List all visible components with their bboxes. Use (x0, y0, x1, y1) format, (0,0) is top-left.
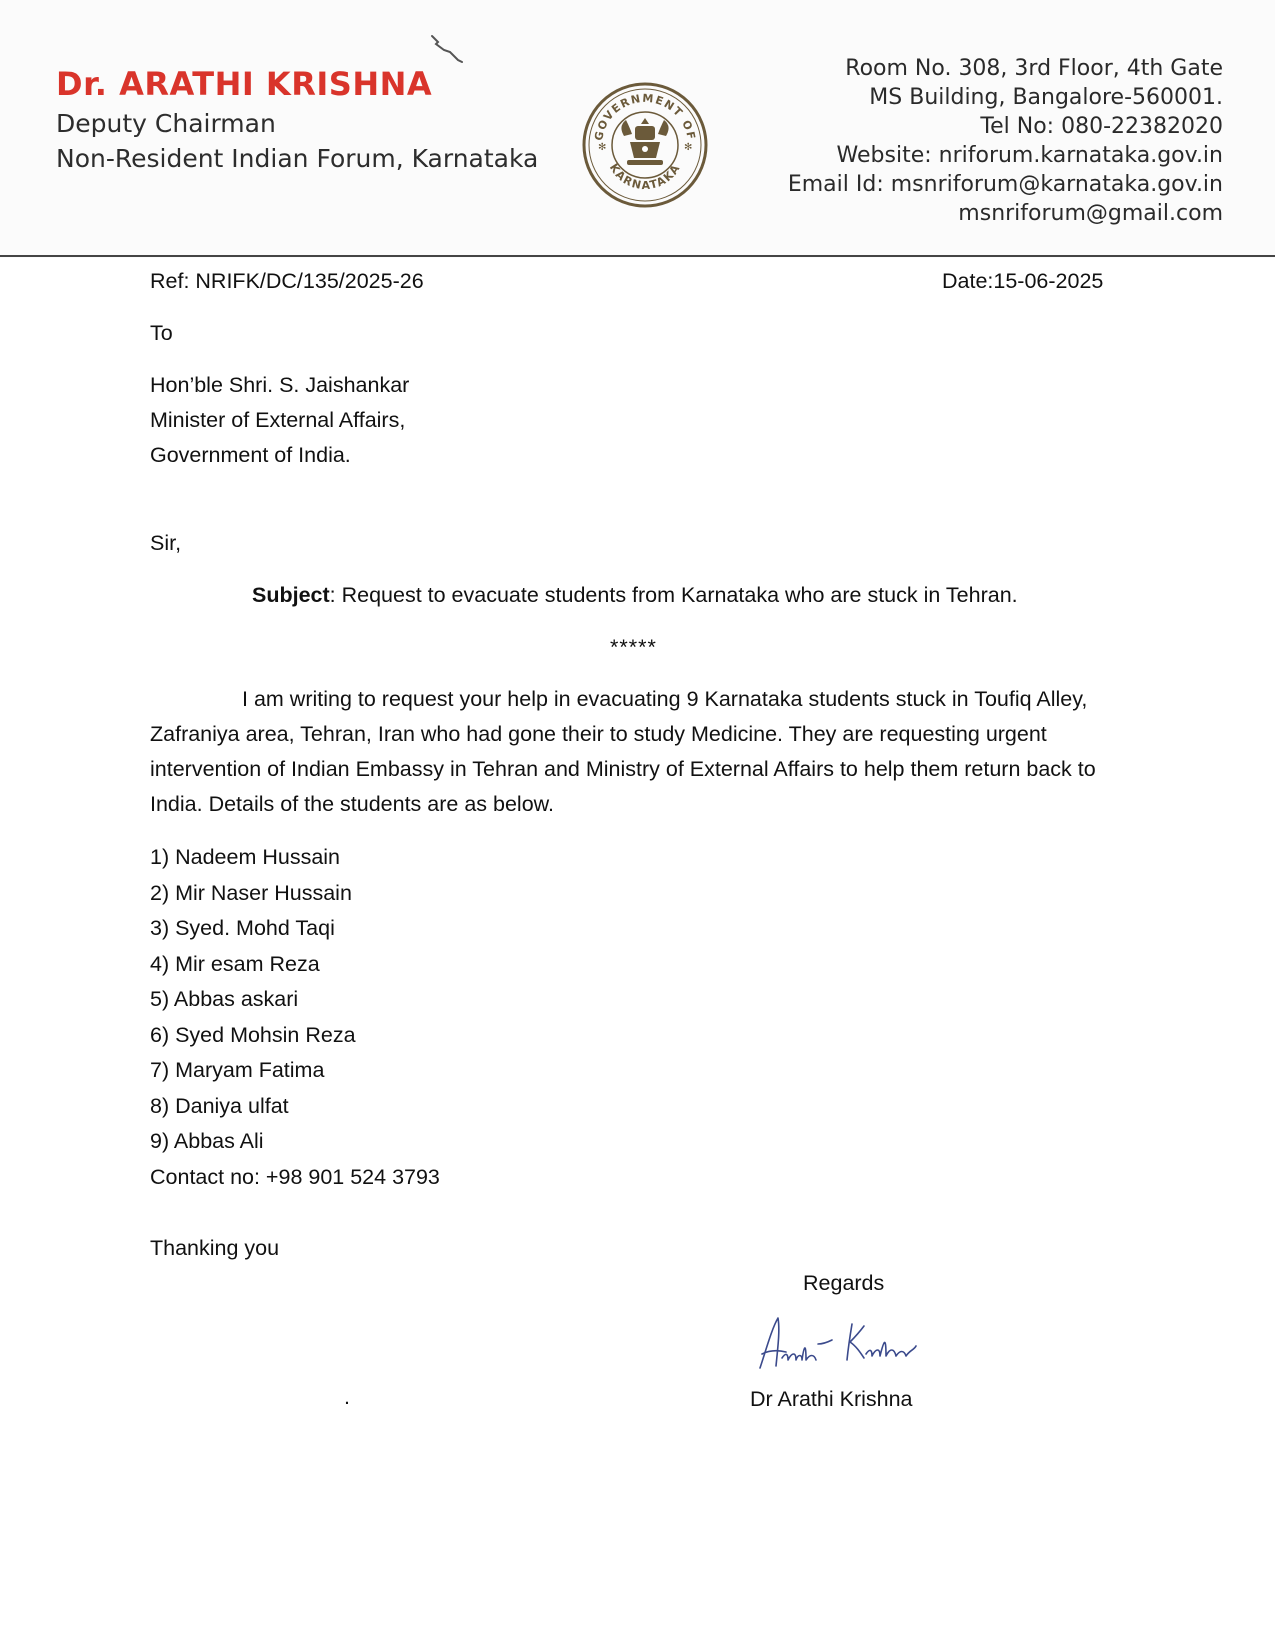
sender-name: Dr. ARATHI KRISHNA (56, 65, 433, 103)
handwritten-signature (752, 1306, 932, 1378)
separator-stars: ***** (610, 635, 657, 659)
telephone: Tel No: 080-22382020 (980, 114, 1223, 139)
svg-text:✻: ✻ (684, 142, 693, 153)
svg-text:KARNATAKA (607, 161, 683, 192)
student-list-item: 1) Nadeem Hussain (150, 845, 341, 869)
svg-text:✻: ✻ (598, 142, 607, 153)
closing-line: Thanking you (150, 1236, 280, 1260)
seal-text-bottom: KARNATAKA (606, 161, 684, 193)
letterhead-contact-block (788, 54, 1223, 228)
signer-name: Dr Arathi Krishna (750, 1387, 913, 1411)
salutation: Sir, (150, 531, 182, 555)
student-list (150, 840, 356, 1160)
addressee-line: Government of India. (150, 443, 351, 467)
contact-number: Contact no: +98 901 524 3793 (150, 1165, 440, 1189)
reference-number: Ref: NRIFK/DC/135/2025-26 (150, 269, 424, 293)
stray-dot: . (344, 1385, 350, 1409)
addressee-block (150, 368, 409, 473)
student-list-item: 6) Syed Mohsin Reza (150, 1022, 356, 1047)
government-of-karnataka-seal-icon (580, 80, 710, 210)
email-primary: Email Id: msnriforum@karnataka.gov.in (787, 172, 1223, 197)
student-list-item: 4) Mir esam Reza (150, 951, 320, 976)
letterhead (0, 0, 1275, 258)
body-paragraph: I am writing to request your help in evacuating 9 Karnataka students stuck in Toufiq Alley, Zafraniya area, Tehran, Iran who had gone their to study Medicine. They are requesting urgent intervention of Indian Embassy in Tehran and Ministry of External Affairs to help them return back to India. Details of the students are as below. (150, 687, 1096, 816)
sender-organization: Non-Resident Indian Forum, Karnataka (56, 144, 539, 173)
student-list-item: 2) Mir Naser Hussain (150, 880, 352, 905)
letter-date: Date:15-06-2025 (942, 269, 1104, 293)
subject-text: : Request to evacuate students from Karnataka who are stuck in Tehran. (329, 583, 1018, 607)
to-label: To (150, 321, 173, 345)
addressee-line: Hon’ble Shri. S. Jaishankar (150, 373, 410, 397)
student-list-item: 7) Maryam Fatima (150, 1058, 325, 1082)
email-secondary: msnriforum@gmail.com (958, 201, 1223, 226)
website: Website: nriforum.karnataka.gov.in (836, 143, 1223, 168)
subject-line (252, 578, 1018, 613)
seal-text-top: GOVERNMENT OF (592, 91, 698, 142)
regards: Regards (803, 1271, 885, 1295)
letterhead-identity (56, 62, 538, 176)
address-line-2: MS Building, Bangalore-560001. (869, 85, 1223, 110)
student-list-item: 3) Syed. Mohd Taqi (150, 916, 335, 940)
header-divider (0, 255, 1275, 257)
stray-pen-mark-icon (428, 30, 468, 70)
student-list-item: 9) Abbas Ali (150, 1129, 264, 1153)
student-list-item: 5) Abbas askari (150, 987, 299, 1011)
addressee-line: Minister of External Affairs, (150, 408, 406, 432)
sender-role: Deputy Chairman (56, 109, 276, 138)
student-list-item: 8) Daniya ulfat (150, 1093, 289, 1118)
address-line-1: Room No. 308, 3rd Floor, 4th Gate (845, 56, 1223, 81)
subject-label: Subject (252, 583, 330, 607)
